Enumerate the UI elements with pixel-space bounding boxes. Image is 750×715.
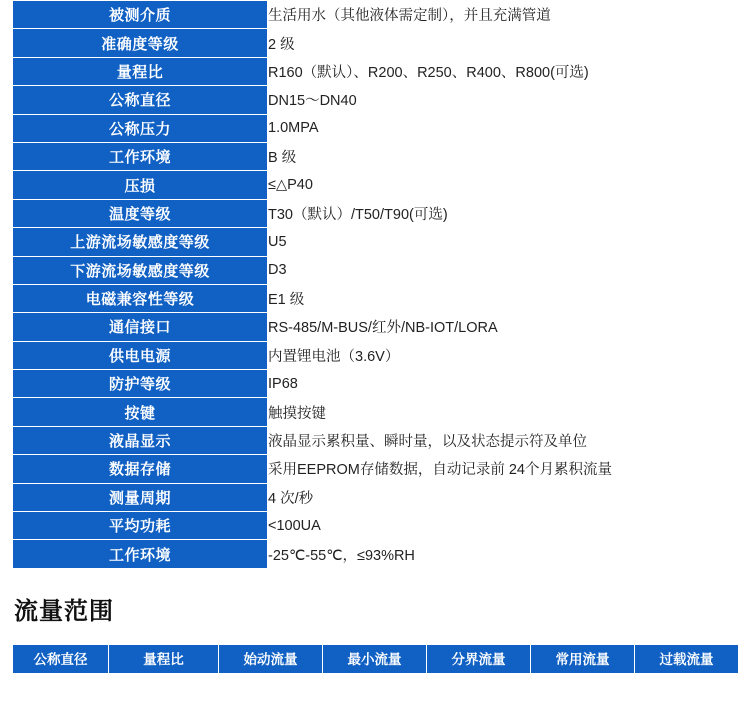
table-row: [13, 228, 738, 256]
spec-label: 液晶显示: [13, 426, 268, 454]
spec-value: B 级: [268, 142, 738, 170]
spec-value: D3: [268, 256, 738, 284]
flow-range-table-head: [13, 644, 739, 673]
spec-label: 温度等级: [13, 199, 268, 227]
flow-header-cell: 过载流量: [635, 644, 739, 673]
table-row: [13, 142, 738, 170]
table-row: [13, 199, 738, 227]
spec-value: 采用EEPROM存储数据，自动记录前 24个月累积流量: [268, 455, 738, 483]
table-row: [13, 313, 738, 341]
table-header-row: [13, 644, 739, 673]
spec-label: 平均功耗: [13, 512, 268, 540]
spec-label: 电磁兼容性等级: [13, 284, 268, 312]
flow-header-cell: 始动流量: [219, 644, 323, 673]
spec-label: 公称直径: [13, 86, 268, 114]
spec-value: ≤△P40: [268, 171, 738, 199]
spec-label: 被测介质: [13, 1, 268, 29]
table-row: [13, 540, 738, 568]
spec-value: 2 级: [268, 29, 738, 57]
spec-label: 压损: [13, 171, 268, 199]
flow-range-table: [12, 644, 739, 674]
spec-label: 供电电源: [13, 341, 268, 369]
spec-value: RS-485/M-BUS/红外/NB-IOT/LORA: [268, 313, 738, 341]
spec-value: 生活用水（其他液体需定制），并且充满管道: [268, 1, 738, 29]
table-row: [13, 483, 738, 511]
spec-value: 4 次/秒: [268, 483, 738, 511]
spec-value: 1.0MPA: [268, 114, 738, 142]
table-row: [13, 1, 738, 29]
spec-value: <100UA: [268, 512, 738, 540]
spec-label: 按键: [13, 398, 268, 426]
spec-value: 内置锂电池（3.6V）: [268, 341, 738, 369]
table-row: [13, 114, 738, 142]
spec-value: 液晶显示累积量、瞬时量，以及状态提示符及单位: [268, 426, 738, 454]
table-row: [13, 341, 738, 369]
spec-label: 下游流场敏感度等级: [13, 256, 268, 284]
spec-label: 量程比: [13, 57, 268, 85]
spec-label: 测量周期: [13, 483, 268, 511]
table-row: [13, 398, 738, 426]
spec-label: 上游流场敏感度等级: [13, 228, 268, 256]
flow-header-cell: 公称直径: [13, 644, 109, 673]
table-row: [13, 455, 738, 483]
table-row: [13, 370, 738, 398]
spec-value: E1 级: [268, 284, 738, 312]
table-row: [13, 256, 738, 284]
table-row: [13, 512, 738, 540]
specification-table-body: [13, 1, 738, 569]
spec-value: T30（默认）/T50/T90(可选): [268, 199, 738, 227]
spec-value: U5: [268, 228, 738, 256]
section-title-flow-range: 流量范围: [14, 597, 114, 625]
table-row: [13, 29, 738, 57]
flow-header-cell: 量程比: [109, 644, 219, 673]
specification-table: [12, 0, 738, 569]
spec-value: DN15～DN40: [268, 86, 738, 114]
spec-label: 通信接口: [13, 313, 268, 341]
flow-header-cell: 分界流量: [427, 644, 531, 673]
table-row: [13, 57, 738, 85]
flow-header-cell: 最小流量: [323, 644, 427, 673]
spec-value: R160（默认）、R200、R250、R400、R800(可选): [268, 57, 738, 85]
table-row: [13, 426, 738, 454]
table-row: [13, 284, 738, 312]
flow-header-cell: 常用流量: [531, 644, 635, 673]
table-row: [13, 171, 738, 199]
spec-value: 触摸按键: [268, 398, 738, 426]
spec-label: 工作环境: [13, 540, 268, 568]
spec-label: 数据存储: [13, 455, 268, 483]
spec-label: 公称压力: [13, 114, 268, 142]
table-row: [13, 86, 738, 114]
spec-value: IP68: [268, 370, 738, 398]
spec-label: 工作环境: [13, 142, 268, 170]
spec-label: 防护等级: [13, 370, 268, 398]
spec-value: -25℃-55℃，≤93%RH: [268, 540, 738, 568]
spec-label: 准确度等级: [13, 29, 268, 57]
